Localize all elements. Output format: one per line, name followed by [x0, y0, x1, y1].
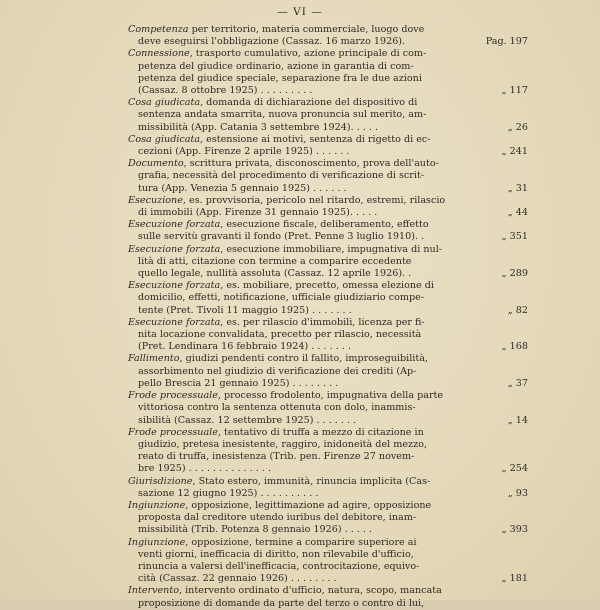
entry-line: petenza del giudice speciale, separazione fra le due azioni [138, 72, 422, 84]
entry-line: missibilità (App. Catania 3 settembre 1924). . . . . [138, 121, 379, 133]
entry-line: vittoriosa contro la sentenza ottenuta con dolo, inammis- [138, 402, 416, 414]
entry-term: Connessione [128, 48, 190, 60]
entry-line: giudizio, pretesa inesistente, raggiro, inidoneità del mezzo, [138, 438, 427, 450]
entry-term: Esecuzione [128, 194, 183, 206]
page-header: — VI — [277, 6, 323, 18]
entry-line: reato di truffa, inesistenza (Trib. pen. Firenze 27 novem- [138, 451, 415, 463]
entry-term: Ingiunzione [128, 499, 186, 511]
entry-line: sulle servitù gravanti il fondo (Pret. Penne 3 luglio 1910). . [138, 231, 425, 243]
entry-line [128, 317, 496, 329]
entry-text: , opposizione, termine a comparire superiore ai [185, 536, 417, 548]
index-entry [128, 316, 528, 354]
page-reference: „ 241 [501, 146, 528, 158]
entry-line [128, 353, 496, 365]
entry-text: , estensione ai motivi, sentenza di rigetto di ec- [200, 133, 431, 145]
page-reference: „ 117 [501, 85, 528, 97]
entry-term: Esecuzione forzata [128, 243, 221, 255]
entry-line: lità di atti, citazione con termine a comparire eccedente [138, 255, 412, 267]
entry-term: Fallimento [128, 353, 180, 365]
page-reference: „ 26 [507, 121, 528, 133]
entry-line [128, 97, 496, 109]
entry-line [128, 219, 496, 231]
page-reference: „ 14 [507, 414, 528, 426]
entry-line: cità (Cassaz. 22 gennaio 1926) . . . . . . . . [138, 573, 337, 585]
entry-term: Competenza [128, 24, 189, 35]
entry-text: , Stato estero, immunità, rinuncia implicita (Cas- [192, 475, 431, 487]
entry-term: Cosa giudicata [128, 133, 201, 145]
entry-line [128, 195, 496, 207]
entry-term: Intervento [128, 585, 179, 597]
entry-line: assorbimento nel giudizio di verificazione dei crediti (Ap- [138, 365, 417, 377]
entry-term: Esecuzione forzata [128, 219, 221, 231]
index-entry [128, 499, 528, 537]
entry-line: deve eseguirsi l'obbligazione (Cassaz. 16 marzo 1926). [138, 36, 406, 48]
page-reference: „ 351 [501, 231, 528, 243]
entry-line: grafia, necessità del procedimento di verificazione di scrit- [138, 170, 425, 182]
entry-line: proposizione di domande da parte del terzo o contro di lui, [138, 597, 425, 609]
index-entry [128, 475, 528, 500]
index-entry [128, 48, 528, 97]
entry-line: di immobili (App. Firenze 31 gennaio 1925). . . . . [138, 207, 378, 219]
entry-line: quello legale, nullità assoluta (Cassaz. 12 aprile 1926). . [138, 268, 412, 280]
entry-line: sibilità (Cassaz. 12 settembre 1925) . . . . . . . [138, 414, 357, 426]
entry-line: nita locazione convalidata, precetto per rilascio, necessità [138, 329, 422, 341]
page-reference: „ 37 [507, 377, 528, 389]
entry-line: tente (Pret. Tivoli 11 maggio 1925) . . . . . . . [138, 304, 352, 316]
entry-line: bre 1925) . . . . . . . . . . . . . . [138, 463, 272, 475]
entry-text: , es. provvisoria, pericolo nel ritardo, estremi, rilascio [182, 194, 446, 206]
page-reference: „ 93 [507, 487, 528, 499]
entry-line: tura (App. Venezia 5 gennaio 1925) . . . . . . [138, 182, 347, 194]
entry-text: , processo frodolento, impugnativa della parte [217, 390, 444, 402]
page-reference: „ 44 [507, 207, 528, 219]
entry-line: proposta dal creditore utendo iuribus del debitore, inam- [138, 512, 417, 524]
entry-text: , esecuzione fiscale, deliberamento, effetto [220, 219, 429, 231]
entry-line [128, 476, 496, 488]
index-entry [128, 158, 528, 195]
entry-line: pello Brescia 21 gennaio 1925) . . . . . . . . [138, 377, 339, 389]
entry-line [128, 427, 496, 439]
entry-term: Giurisdizione [128, 475, 193, 487]
index-entry [128, 353, 528, 390]
page-reference: „ 31 [507, 182, 528, 194]
page-reference: „ 181 [501, 573, 528, 585]
index-entry [128, 97, 528, 134]
entry-line: domicilio, effetti, notificazione, ufficiale giudiziario compe- [138, 292, 425, 304]
entry-text: , opposizione, legittimazione ad agire, opposizione [185, 499, 432, 511]
entry-line [128, 134, 496, 146]
entry-term: Documento [128, 158, 184, 170]
entry-term: Esecuzione forzata [128, 316, 221, 328]
page-reference: „ 289 [501, 268, 528, 280]
entry-text: , es. per rilascio d'immobili, licenza per fi- [220, 316, 425, 328]
index-entry [128, 426, 528, 476]
entry-line [128, 537, 496, 549]
index-entry [128, 24, 528, 48]
entry-line: venti giorni, inefficacia di diritto, non rilevabile d'ufficio, [138, 548, 414, 560]
page-reference: „ 168 [501, 341, 528, 353]
index-entry [128, 585, 500, 609]
entry-term: Esecuzione forzata [128, 280, 221, 292]
entry-term: Frode processuale [128, 390, 218, 402]
index-entry [128, 194, 528, 219]
index-entry [128, 536, 528, 586]
page-reference: „ 254 [501, 463, 528, 475]
entry-line [128, 390, 496, 402]
entry-text: per territorio, materia commerciale, luogo dove [188, 24, 425, 35]
index-entries [128, 24, 528, 610]
entry-line: cezioni (App. Firenze 2 aprile 1925) . . . . . . [138, 146, 350, 158]
entry-line [128, 500, 496, 512]
entry-line [128, 48, 496, 60]
index-entry [128, 219, 528, 243]
entry-text: , scrittura privata, disconoscimento, prova dell'auto- [183, 158, 439, 170]
entry-term: Cosa giudicata [128, 97, 201, 109]
entry-text: , esecuzione immobiliare, impugnativa di nul- [220, 243, 443, 255]
entry-line: (Pret. Lendinara 16 febbraio 1924) . . . . . . . [138, 341, 351, 353]
page-reference: „ 82 [507, 304, 528, 316]
entry-text: , domanda di dichiarazione del dispositivo di [200, 97, 418, 109]
page-reference: „ 393 [501, 524, 528, 536]
entry-term: Frode processuale [128, 426, 218, 438]
entry-text: , trasporto cumulativo, azione principale di com- [189, 48, 427, 60]
entry-line: sentenza andata smarrita, nuova pronuncia sul merito, am- [138, 109, 427, 121]
index-entry [128, 280, 528, 317]
entry-line [128, 158, 496, 170]
page-reference: Pag. 197 [485, 36, 528, 48]
index-entry [128, 390, 528, 427]
entry-line: (Cassaz. 8 ottobre 1925) . . . . . . . . . [138, 85, 313, 97]
entry-line [128, 24, 496, 36]
entry-text: , es. mobiliare, precetto, omessa elezione di [220, 280, 434, 292]
entry-line [128, 585, 496, 597]
entry-line [128, 244, 496, 256]
index-entry [128, 133, 528, 158]
entry-line: rinuncia a valersi dell'inefficacia, controcitazione, equivo- [138, 560, 420, 572]
entry-line: sazione 12 giugno 1925) . . . . . . . . . . [138, 487, 319, 499]
entry-text: , giudizi pendenti contro il fallito, improseguibilità, [179, 353, 428, 365]
index-entry [128, 243, 528, 281]
entry-text: , intervento ordinato d'ufficio, natura, scopo, mancata [179, 585, 442, 597]
entry-line: petenza del giudice ordinario, azione in garantia di com- [138, 60, 414, 72]
entry-text: , tentativo di truffa a mezzo di citazione in [217, 426, 424, 438]
entry-term: Ingiunzione [128, 536, 186, 548]
entry-line [128, 280, 496, 292]
entry-line: missibilità (Trib. Potenza 8 gennaio 1926) . . . . . [138, 524, 373, 536]
